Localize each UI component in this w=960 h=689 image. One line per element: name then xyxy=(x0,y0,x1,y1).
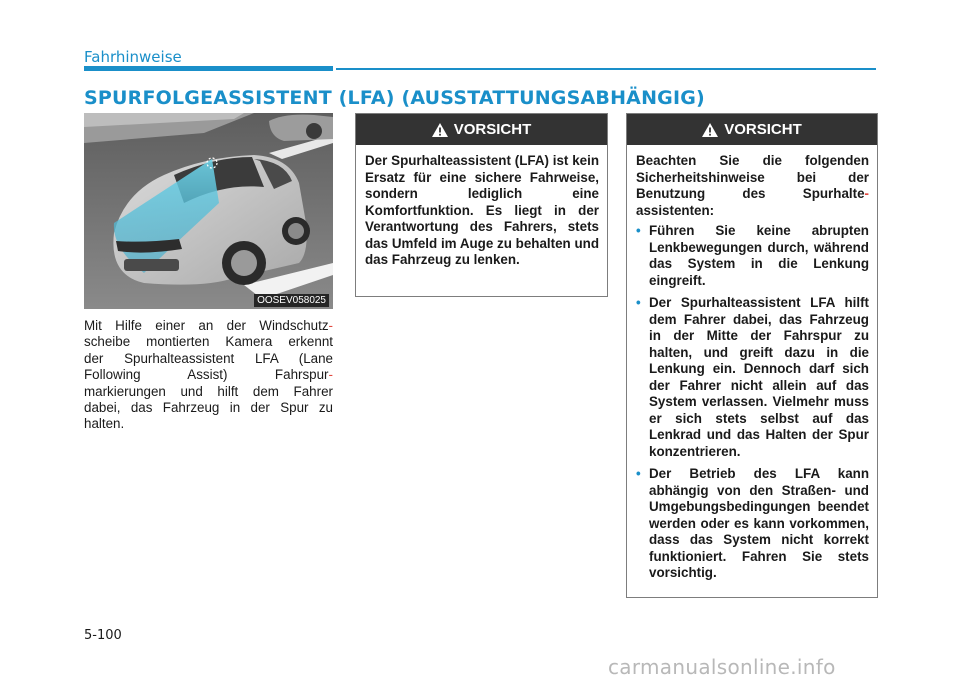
caution-box-1 xyxy=(355,113,608,297)
body-line: Following Assist) Fahrspur- xyxy=(84,367,333,383)
intro-paragraph xyxy=(84,318,333,433)
header-rule-thin xyxy=(336,68,876,70)
watermark: carmanualsonline.info xyxy=(608,655,836,679)
body-line: scheibe montierten Kamera erkennt xyxy=(84,334,333,350)
body-line: dabei, das Fahrzeug in der Spur zu xyxy=(84,400,333,416)
caution-box-2 xyxy=(626,113,878,598)
list-item: • Der Betrieb des LFA kann abhängig von den Straßen- und Umgebungsbedingungen beendet werden oder es kann vorkommen, dass das System nicht korrekt funktioniert. Fahren Sie stets vorsichtig. xyxy=(636,466,869,580)
car-camera-illustration xyxy=(84,113,333,309)
list-item: • Der Spurhalteassistent LFA hilft dem Fahrer dabei, das Fahrzeug in der Mitte der Fahrspur zu halten, und greift dazu in die Lenkung ein. Dennoch darf sich der Fahrer nicht allein auf das System verlassen. Vielmehr muss er sich stets selbst auf das Lenkrad und das Halten der Spur konzentrieren. xyxy=(636,295,869,459)
figure-code: OOSEV058025 xyxy=(254,294,329,307)
body-line: halten. xyxy=(84,416,125,432)
list-item: • Führen Sie keine abrupten Lenkbewegungen durch, während das System in die Lenkung eingreift. xyxy=(636,223,869,288)
header-rule-thick xyxy=(84,66,333,71)
body-line: Mit Hilfe einer an der Windschutz- xyxy=(84,318,333,333)
caution-title-2: VORSICHT xyxy=(724,121,802,138)
caution-header-1 xyxy=(356,114,607,145)
caution-header-2 xyxy=(627,114,877,145)
page-title: SPURFOLGEASSISTENT (LFA) (AUSSTATTUNGSABHÄNGIG) xyxy=(84,87,705,109)
warning-icon xyxy=(702,123,718,137)
caution-title-1: VORSICHT xyxy=(453,121,532,138)
car-illustration-svg xyxy=(84,113,333,309)
section-label: Fahrhinweise xyxy=(84,48,182,66)
caution-text-1: Der Spurhalteassistent (LFA) ist kein Ersatz für eine sichere Fahrweise, sondern lediglich eine Komfortfunktion. Es liegt in der Verantwortung des Fahrers, stets das Umfeld im Auge zu behalten und das Fahrzeug zu lenken. xyxy=(365,153,599,267)
caution-intro-2: Beachten Sie die folgenden Sicherheitshinweise bei der Benutzung des Spurhalte- assistenten: xyxy=(636,153,869,218)
warning-icon xyxy=(432,123,448,137)
caution-text-2 xyxy=(627,145,877,596)
body-line: markierungen und hilft dem Fahrer xyxy=(84,383,333,399)
body-line: der Spurhalteassistent LFA (Lane xyxy=(84,350,333,366)
page-number: 5-100 xyxy=(84,628,122,643)
caution-list-2 xyxy=(636,223,869,582)
